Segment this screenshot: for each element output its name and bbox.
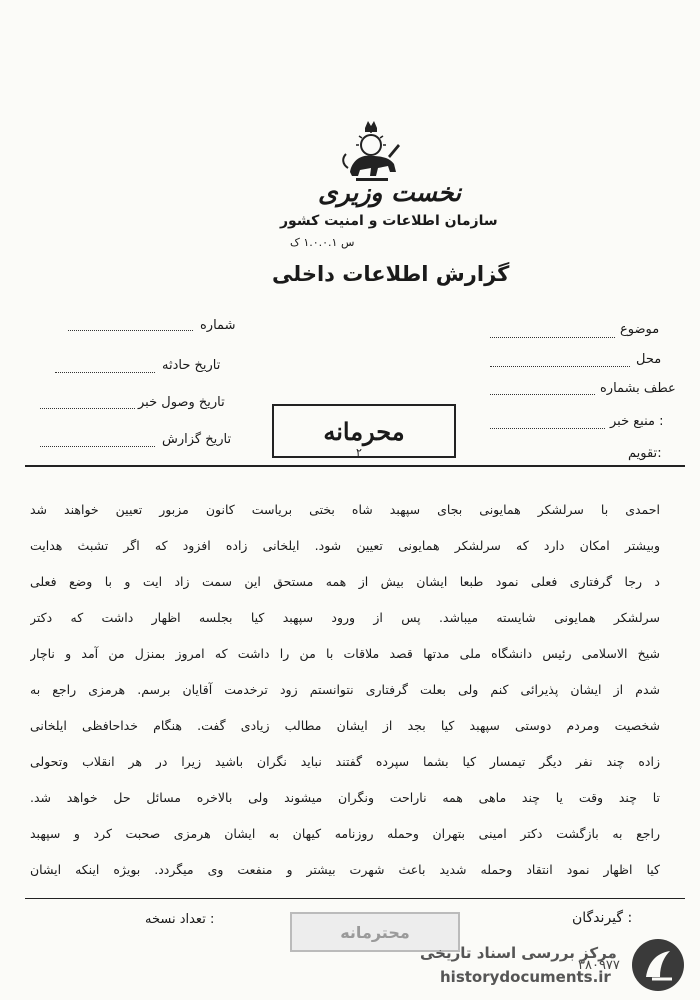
lion-and-sun-emblem-icon xyxy=(338,118,404,186)
field-location-line xyxy=(490,366,630,367)
body-line: شیخ الاسلامی رئیس دانشگاه ملی مدتها قصد ملاقات با من را داشت که امروز بمنزل من آمد و ناچار xyxy=(30,646,660,661)
field-receipt-date-label: تاریخ وصول خبر xyxy=(138,395,225,410)
field-source-line xyxy=(490,428,605,429)
field-incident-date-line xyxy=(55,372,155,373)
body-line: د رجا گرفتاری فعلی نمود طبعا ایشان بیش از همه مستحق این سمت زاد ایت و با وضع فعلی xyxy=(30,574,660,589)
body-line: سرلشکر همایونی شایسته میباشد. پس از ورود سپهبد کیا بجلسه اظهار داشت که دکتر xyxy=(30,610,660,625)
field-subject-line xyxy=(490,337,615,338)
body-line: تا چند وقت یا چند ماهی همه ناراحت ونگران میشوند ولی بالاخره مسائل حل خواهد شد. xyxy=(30,790,660,805)
body-line: کیا اظهار نمود انتقاد وحمله شدید باعث شهرت بیشتر و منفعت وی میگردد. بویژه اینکه ایشان xyxy=(30,862,660,877)
footer-divider xyxy=(25,898,685,899)
letterhead-organization: سازمان اطلاعات و امنیت کشور xyxy=(280,213,498,229)
document-number: ۳۸۰۹۷۷ xyxy=(578,958,620,973)
copies-label: تعداد نسخه : xyxy=(145,912,215,927)
letterhead-ref-code: س ۱.۰.۰.۱ ک xyxy=(290,236,355,249)
letterhead-title: نخست وزیری xyxy=(318,178,462,207)
field-report-date-line xyxy=(40,446,155,447)
confidential-stamp xyxy=(272,404,456,458)
field-subject-label: موضوع xyxy=(620,322,660,337)
recipients-label: گیرندگان : xyxy=(572,910,633,926)
stamp-label: محرمانه xyxy=(323,416,405,446)
watermark-url: historydocuments.ir xyxy=(440,968,611,986)
body-line: شدم از ایشان پذیرائی کنم ولی بعلت گرفتاری نتوانستم زود ترخدمت آقایان برسم. هرمزی راجع به xyxy=(30,682,660,697)
faded-stamp-text: محترمانه xyxy=(340,922,410,942)
archive-logo-icon xyxy=(630,937,686,993)
field-report-date-label: تاریخ گزارش xyxy=(162,432,232,447)
body-line: زاده چند نفر دیگر تیمسار کیا بشما سپرده گفتند نباید نگران باشید زیرا در هر انقلاب وتحولی xyxy=(30,754,660,769)
body-line: احمدی با سرلشکر همایونی بجای سپهبد شاه بختی بریاست کانون مزبور تعیین خواهند شد xyxy=(30,502,660,517)
field-reference-line xyxy=(490,394,595,395)
field-location-label: محل xyxy=(636,352,662,367)
body-line: وبیشتر امکان دارد که سرلشکر همایونی تعیین شود. ایلخانی زاده افزود که اگر تشبث هدایت xyxy=(30,538,660,553)
watermark-archive-name: مرکز بررسی اسناد تاریخی xyxy=(420,944,617,962)
field-receipt-date-line xyxy=(40,408,135,409)
header-divider xyxy=(25,465,685,467)
body-line: راجع به بازگشت دکتر امینی بتهران وحمله روزنامه کیهان به ایشان هرمزی صحبت کرد و سپهبد xyxy=(30,826,660,841)
field-source-label: منبع خبر : xyxy=(610,414,664,429)
field-number-label: شماره xyxy=(200,318,236,333)
field-reference-label: عطف بشماره xyxy=(600,381,676,396)
stamp-sub-number: ۲ xyxy=(356,446,362,459)
report-title: گزارش اطلاعات داخلی xyxy=(272,262,510,286)
body-line: شخصیت ومردم دوستی سپهبد کیا بجد از ایشان مطالب زیادی گفت. هنگام خداحافظی ایلخانی xyxy=(30,718,660,733)
field-incident-date-label: تاریخ حادثه xyxy=(162,358,221,373)
field-number-line xyxy=(68,330,193,331)
field-calendar-label: تقویم: xyxy=(628,446,662,461)
